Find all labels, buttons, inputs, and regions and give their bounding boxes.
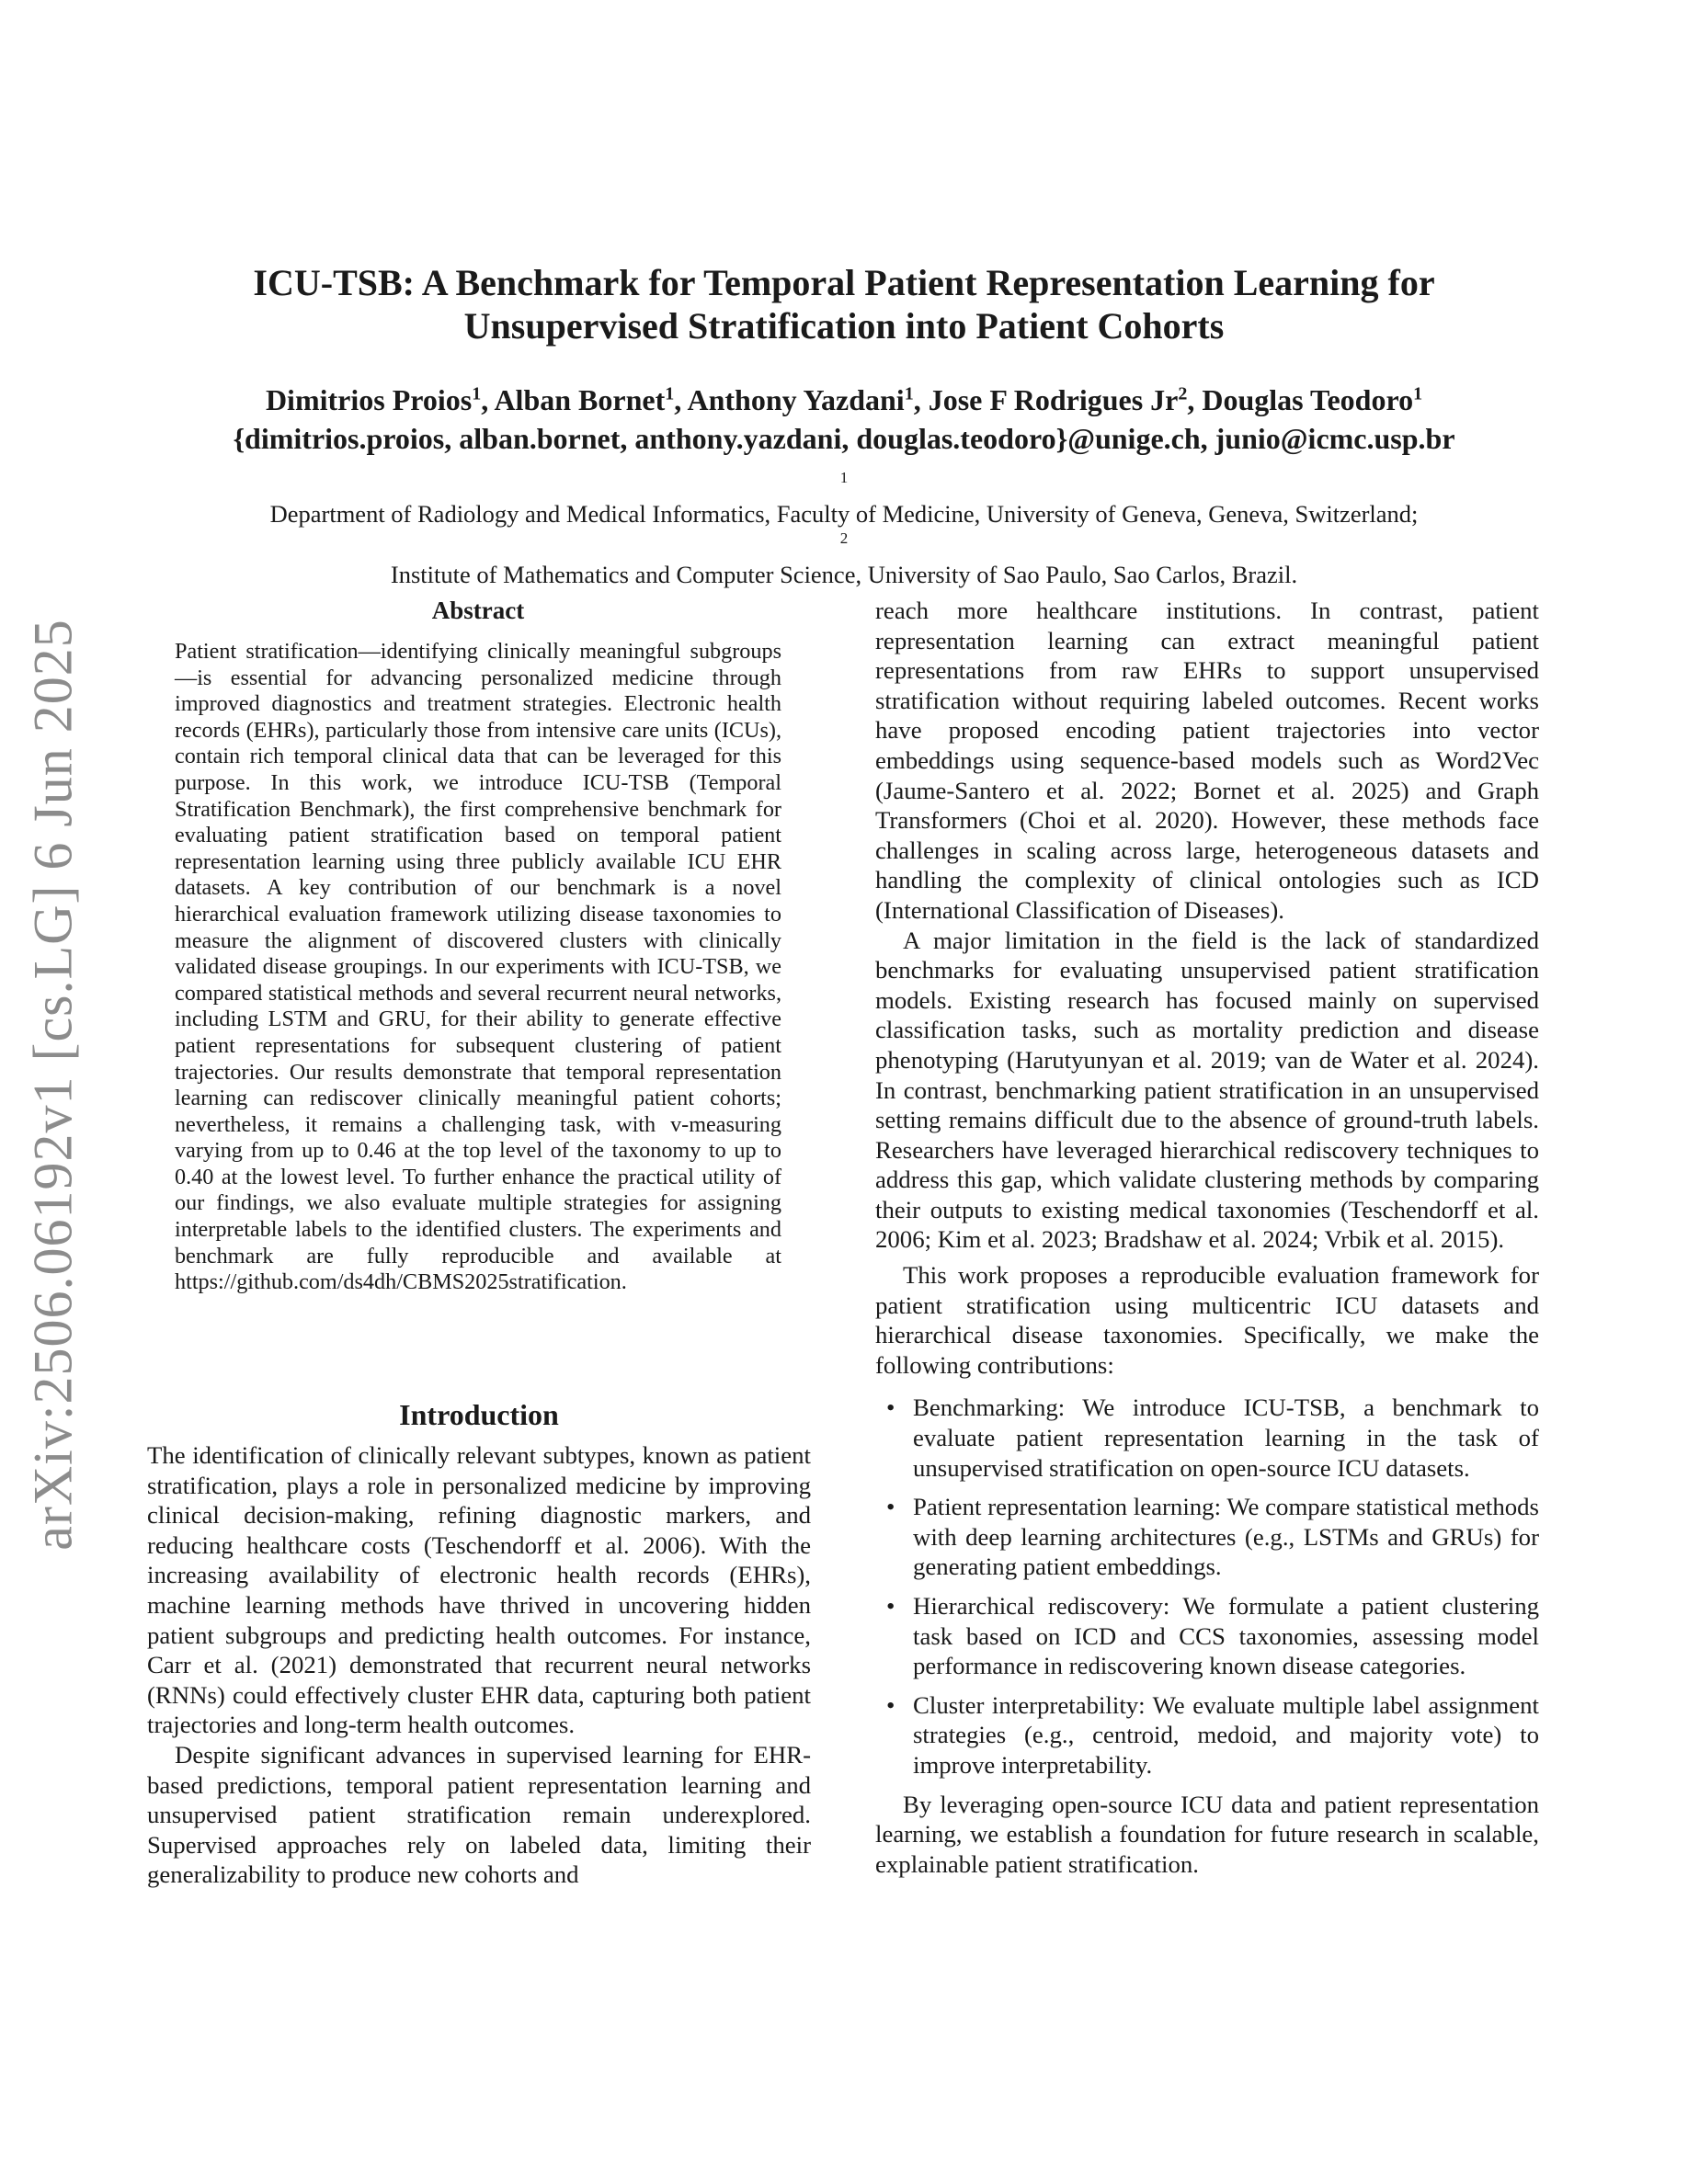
- author-name: Douglas Teodoro: [1202, 383, 1414, 416]
- contribution-text: Benchmarking: We introduce ICU-TSB, a benchmark to evaluate patient representation learning in the task of unsupervised stratification on open-source ICU datasets.: [913, 1393, 1539, 1482]
- author-name: Anthony Yazdani: [687, 383, 905, 416]
- introduction-paragraph-1: The identification of clinically relevant subtypes, known as patient stratification, plays a role in personalized medicine by improving clinical decision-making, refining diagnostic markers, and reducing healthcare costs (Teschendorff et al. 2006). With the increasing availability of electronic health records (EHRs), machine learning methods have thrived in uncovering hidden patient subgroups and predicting health outcomes. For instance, Carr et al. (2021) demonstrated that recurrent neural networks (RNNs) could effectively cluster EHR data, capturing both patient trajectories and long-term health outcomes.: [147, 1441, 811, 1739]
- introduction-body: [147, 1440, 811, 1890]
- bullet-icon: •: [886, 1690, 895, 1719]
- right-paragraph-continued: reach more healthcare institutions. In contrast, patient representation learning can extract meaningful patient representations from raw EHRs to support unsupervised stratification without requiring labeled outcomes. Recent works have proposed encoding patient trajectories into vector embeddings using sequence-based models such as Word2Vec (Jaume-Santero et al. 2022; Bornet et al. 2025) and Graph Transformers (Choi et al. 2020). However, these methods face challenges in scaling across large, heterogeneous datasets and handling the complexity of clinical ontologies such as ICD (International Classification of Diseases).: [875, 597, 1539, 924]
- author-name: Dimitrios Proios: [265, 383, 473, 416]
- right-paragraph-limitations: A major limitation in the field is the lack of standardized benchmarks for evaluating unsupervised patient stratification models. Existing research has focused mainly on supervised classification tasks, such as mortality prediction and disease phenotyping (Harutyunyan et al. 2019; van de Water et al. 2024). In contrast, benchmarking patient stratification in an unsupervised setting remains difficult due to the absence of ground-truth labels. Researchers have leveraged hierarchical rediscovery techniques to address this gap, which validate clustering methods by comparing their outputs to existing medical taxonomies (Teschendorff et al. 2006; Kim et al. 2023; Bradshaw et al. 2024; Vrbik et al. 2015).: [875, 926, 1539, 1254]
- affiliation-text: Institute of Mathematics and Computer Science, University of Sao Paulo, Sao Carlos, Brazil.: [390, 561, 1298, 588]
- right-paragraph-conclusion: By leveraging open-source ICU data and patient representation learning, we establish a foundation for future research in scalable, explainable patient stratification.: [875, 1790, 1539, 1878]
- introduction-heading: Introduction: [399, 1398, 559, 1431]
- author-affiliation-mark: 1: [665, 383, 675, 404]
- contribution-text: Patient representation learning: We compare statistical methods with deep learning architectures (e.g., LSTMs and GRUs) for generating patient embeddings.: [913, 1493, 1539, 1581]
- abstract-heading: Abstract: [431, 597, 525, 624]
- affiliation-mark: 2: [839, 529, 849, 548]
- affiliation-block: [129, 469, 1559, 590]
- contribution-item: [875, 1393, 1539, 1483]
- contributions-list: [875, 1393, 1539, 1780]
- contribution-text: Hierarchical rediscovery: We formulate a patient clustering task based on ICD and CCS taxonomies, assessing model performance in rediscovering known disease categories.: [913, 1592, 1539, 1680]
- contribution-item: [875, 1492, 1539, 1582]
- author-block: [129, 381, 1559, 458]
- introduction-paragraph-2: Despite significant advances in supervised learning for EHR-based predictions, temporal patient representation learning and unsupervised patient stratification remain underexplored. Supervised approaches rely on labeled data, limiting their generalizability to produce new cohorts and: [147, 1740, 811, 1889]
- arxiv-identifier-stamp: arXiv:2506.06192v1 [cs.LG] 6 Jun 2025: [22, 619, 84, 1551]
- author-name: Jose F Rodrigues Jr: [928, 383, 1179, 416]
- affiliation-2: [129, 529, 1559, 590]
- bullet-icon: •: [886, 1393, 895, 1422]
- contribution-text: Cluster interpretability: We evaluate multiple label assignment strategies (e.g., centroid, medoid, and majority vote) to improve interpretability.: [913, 1690, 1539, 1779]
- right-column-body: [875, 596, 1539, 1879]
- author-affiliation-mark: 1: [1413, 383, 1423, 404]
- contribution-item: [875, 1591, 1539, 1681]
- paper-title-line-2: Unsupervised Stratification into Patient Cohorts: [463, 305, 1225, 347]
- author-affiliation-mark: 1: [904, 383, 914, 404]
- bullet-icon: •: [886, 1592, 895, 1620]
- contribution-item: [875, 1690, 1539, 1780]
- right-paragraph-proposal: This work proposes a reproducible evaluation framework for patient stratification using multicentric ICU datasets and hierarchical disease taxonomies. Specifically, we make the following contributions:: [875, 1261, 1539, 1379]
- author-names: Dimitrios Proios$^1$, Alban Bornet$^1$, Anthony Yazdani$^1$, Jose F Rodrigues Jr$^2$, Douglas Teodoro$^1$: [265, 383, 1423, 416]
- paper-title-line-1: ICU-TSB: A Benchmark for Temporal Patient Representation Learning for: [253, 262, 1435, 303]
- author-affiliation-mark: 2: [1178, 383, 1188, 404]
- affiliation-mark: 1: [839, 469, 849, 487]
- author-emails: {dimitrios.proios, alban.bornet, anthony.yazdani, douglas.teodoro}@unige.ch, junio@icmc.usp.br: [233, 422, 1455, 455]
- affiliation-1: [129, 469, 1559, 529]
- author-name: Alban Bornet: [494, 383, 666, 416]
- affiliation-text: Department of Radiology and Medical Informatics, Faculty of Medicine, University of Geneva, Geneva, Switzerland;: [269, 500, 1419, 528]
- bullet-icon: •: [886, 1493, 895, 1521]
- author-affiliation-mark: 1: [472, 383, 482, 404]
- paper-title: [175, 261, 1513, 347]
- abstract-text: Patient stratification—identifying clinically meaningful subgroups—is essential for advancing personalized medicine through improved diagnostics and treatment strategies. Electronic health records (EHRs), particularly those from intensive care units (ICUs), contain rich temporal clinical data that can be leveraged for this purpose. In this work, we introduce ICU-TSB (Temporal Stratification Benchmark), the first comprehensive benchmark for evaluating patient stratification based on temporal patient representation learning using three publicly available ICU EHR datasets. A key contribution of our benchmark is a novel hierarchical evaluation framework utilizing disease taxonomies to measure the alignment of discovered clusters with clinically validated disease groupings. In our experiments with ICU-TSB, we compared statistical methods and several recurrent neural networks, including LSTM and GRU, for their ability to generate effective patient representations for subsequent clustering of patient trajectories. Our results demonstrate that temporal representation learning can rediscover clinically meaningful patient cohorts; nevertheless, it remains a challenging task, with v-measuring varying from up to 0.46 at the top level of the taxonomy to up to 0.40 at the lowest level. To further enhance the practical utility of our findings, we also evaluate multiple strategies for assigning interpretable labels to the identified clusters. The experiments and benchmark are fully reproducible and available at https://github.com/ds4dh/CBMS2025stratification.: [175, 639, 781, 1295]
